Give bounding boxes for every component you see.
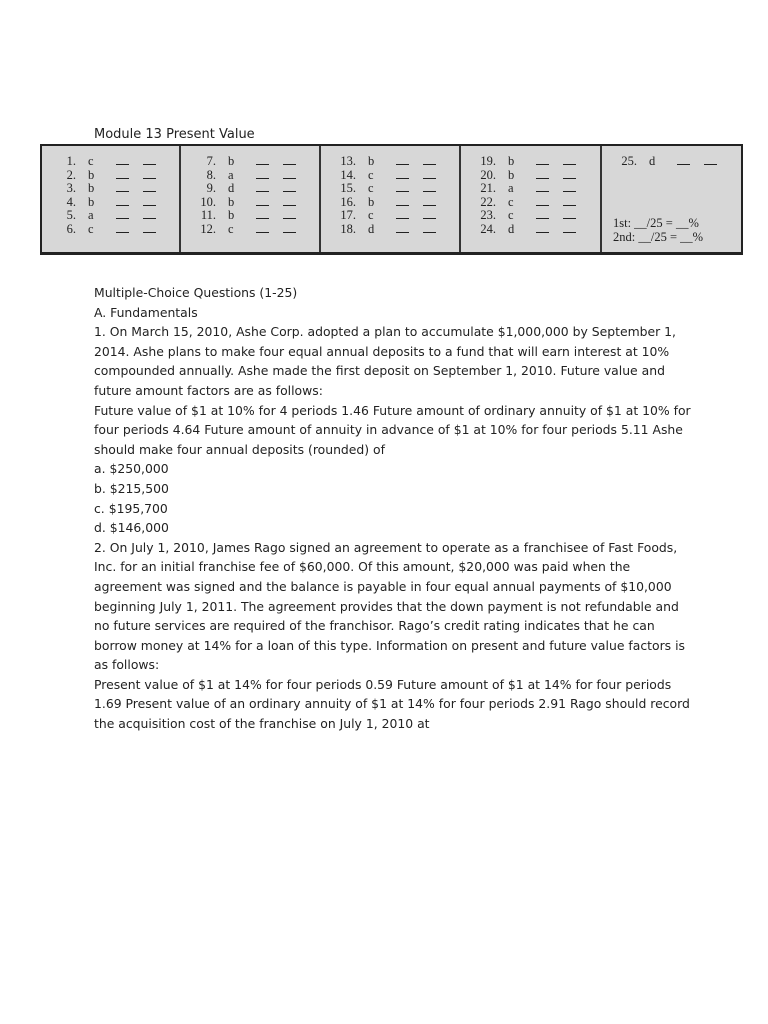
blank-line bbox=[283, 155, 296, 165]
answer-row bbox=[44, 209, 179, 223]
answer-letter: b bbox=[88, 194, 95, 209]
answer-row bbox=[324, 209, 459, 223]
blank-line bbox=[563, 196, 576, 206]
score-first-attempt: 1st: __/25 = __% bbox=[613, 216, 699, 230]
question-number: 15. bbox=[340, 181, 356, 195]
answer-row bbox=[605, 155, 741, 169]
blank-line bbox=[563, 169, 576, 179]
answer-letter: c bbox=[368, 167, 374, 182]
question-number: 7. bbox=[206, 154, 216, 168]
question-number: 12. bbox=[200, 221, 216, 236]
answer-letter: b bbox=[368, 194, 375, 209]
question-content bbox=[94, 283, 694, 734]
answer-row bbox=[44, 155, 179, 169]
answer-row bbox=[324, 223, 459, 237]
blank-line bbox=[143, 196, 156, 206]
blank-line bbox=[256, 169, 269, 179]
blank-line bbox=[396, 223, 409, 233]
question-2-stem: 2. On July 1, 2010, James Rago signed an agreement to operate as a franchisee of Fast Foods, Inc. for an initial franchise fee of $60,000. Of this amount, $20,000 was paid when the agreement was signed and the balance is payable in four equal annual payments of $10,000 beginning July 1, 2011. The agreement provides that the down payment is not refundable and no future services are required of the franchisor. Rago’s credit rating indicates that he can borrow money at 14% for a loan of this type. Information on present and future value factors is as follows: bbox=[94, 539, 685, 673]
answer-row bbox=[44, 182, 179, 196]
blank-line bbox=[563, 182, 576, 192]
answer-letter: d bbox=[228, 181, 235, 195]
answer-row bbox=[184, 169, 319, 183]
question-number: 17. bbox=[340, 208, 356, 222]
answer-row bbox=[464, 209, 600, 223]
blank-line bbox=[563, 223, 576, 233]
blank-line bbox=[116, 182, 129, 192]
answer-letter: c bbox=[368, 181, 374, 195]
answer-letter: c bbox=[368, 208, 374, 222]
question-number: 6. bbox=[66, 221, 76, 236]
answer-letter: b bbox=[228, 154, 235, 168]
question-1-option-c: c. $195,700 bbox=[94, 500, 168, 516]
answer-letter: c bbox=[228, 221, 234, 236]
answer-row bbox=[464, 169, 600, 183]
blank-line bbox=[116, 155, 129, 165]
blank-line bbox=[256, 209, 269, 219]
answer-row bbox=[184, 155, 319, 169]
blank-line bbox=[536, 209, 549, 219]
answer-letter: b bbox=[508, 154, 515, 168]
blank-line bbox=[563, 155, 576, 165]
question-number: 9. bbox=[206, 181, 216, 195]
question-1-option-a: a. $250,000 bbox=[94, 461, 169, 477]
question-number: 23. bbox=[480, 208, 496, 222]
blank-line bbox=[116, 196, 129, 206]
module-title: Module 13 Present Value bbox=[94, 127, 255, 142]
answer-column-2 bbox=[184, 146, 321, 252]
answer-row bbox=[324, 169, 459, 183]
answer-row bbox=[464, 196, 600, 210]
answer-column-4 bbox=[464, 146, 602, 252]
answer-letter: b bbox=[508, 167, 515, 182]
answer-letter: b bbox=[88, 167, 95, 182]
blank-line bbox=[423, 223, 436, 233]
answer-letter: b bbox=[88, 181, 95, 195]
answer-letter: b bbox=[228, 194, 235, 209]
answer-letter: a bbox=[508, 181, 514, 195]
blank-line bbox=[536, 223, 549, 233]
blank-line bbox=[396, 209, 409, 219]
question-number: 19. bbox=[480, 154, 496, 168]
blank-line bbox=[256, 223, 269, 233]
blank-line bbox=[423, 155, 436, 165]
answer-letter: d bbox=[649, 154, 656, 168]
question-number: 22. bbox=[480, 194, 496, 209]
blank-line bbox=[423, 209, 436, 219]
answer-letter: a bbox=[88, 208, 94, 222]
answer-letter: b bbox=[228, 208, 235, 222]
question-1-stem: 1. On March 15, 2010, Ashe Corp. adopted a plan to accumulate $1,000,000 by September 1, 2014. Ashe plans to make four equal annual deposits to a fund that will earn interest at 10% compounded annually. Ashe made the first deposit on September 1, 2010. Future value and future amount factors are as follows: bbox=[94, 324, 676, 398]
answer-row bbox=[184, 196, 319, 210]
blank-line bbox=[423, 196, 436, 206]
blank-line bbox=[283, 169, 296, 179]
question-number: 1. bbox=[66, 154, 76, 168]
blank-line bbox=[396, 182, 409, 192]
answer-row bbox=[184, 182, 319, 196]
blank-line bbox=[143, 182, 156, 192]
question-1-factors: Future value of $1 at 10% for 4 periods 1.46 Future amount of ordinary annuity of $1 at 10% for four periods 4.64 Future amount of annuity in advance of $1 at 10% for four periods 5.11 Ashe should make four annual deposits (rounded) of bbox=[94, 402, 691, 457]
blank-line bbox=[143, 209, 156, 219]
blank-line bbox=[396, 169, 409, 179]
question-number: 24. bbox=[480, 221, 496, 236]
subsection-heading: A. Fundamentals bbox=[94, 304, 198, 320]
answer-row bbox=[44, 223, 179, 237]
question-number: 20. bbox=[480, 167, 496, 182]
question-number: 10. bbox=[200, 194, 216, 209]
blank-line bbox=[143, 155, 156, 165]
blank-line bbox=[283, 223, 296, 233]
answer-column-3 bbox=[324, 146, 461, 252]
blank-line bbox=[256, 196, 269, 206]
question-number: 13. bbox=[340, 154, 356, 168]
question-number: 16. bbox=[340, 194, 356, 209]
blank-line bbox=[563, 209, 576, 219]
blank-line bbox=[677, 155, 690, 165]
blank-line bbox=[116, 223, 129, 233]
blank-line bbox=[536, 169, 549, 179]
blank-line bbox=[396, 196, 409, 206]
answer-row bbox=[324, 196, 459, 210]
question-2-factors: Present value of $1 at 14% for four periods 0.59 Future amount of $1 at 14% for four periods 1.69 Present value of an ordinary annuity of $1 at 14% for four periods 2.91 Rago should record the acquisition cost of the franchise on July 1, 2010 at bbox=[94, 676, 690, 732]
question-number: 2. bbox=[66, 167, 76, 182]
blank-line bbox=[423, 169, 436, 179]
question-number: 18. bbox=[340, 221, 356, 236]
blank-line bbox=[143, 223, 156, 233]
question-number: 11. bbox=[200, 208, 216, 222]
blank-line bbox=[256, 155, 269, 165]
answer-key-table bbox=[40, 144, 743, 255]
blank-line bbox=[396, 155, 409, 165]
question-number: 8. bbox=[206, 167, 216, 182]
answer-row bbox=[44, 196, 179, 210]
blank-line bbox=[283, 196, 296, 206]
answer-row bbox=[44, 169, 179, 183]
answer-row bbox=[184, 223, 319, 237]
score-block bbox=[613, 216, 703, 244]
question-1-option-d: d. $146,000 bbox=[94, 520, 169, 536]
blank-line bbox=[283, 182, 296, 192]
answer-row bbox=[464, 223, 600, 237]
blank-line bbox=[536, 182, 549, 192]
blank-line bbox=[116, 209, 129, 219]
answer-letter: a bbox=[228, 167, 234, 182]
question-number: 4. bbox=[66, 194, 76, 209]
question-number: 5. bbox=[66, 208, 76, 222]
answer-column-1 bbox=[44, 146, 181, 252]
answer-row bbox=[324, 155, 459, 169]
answer-letter: c bbox=[508, 208, 514, 222]
answer-row bbox=[464, 182, 600, 196]
answer-letter: d bbox=[368, 221, 375, 236]
blank-line bbox=[256, 182, 269, 192]
answer-row bbox=[464, 155, 600, 169]
blank-line bbox=[423, 182, 436, 192]
blank-line bbox=[143, 169, 156, 179]
section-heading: Multiple-Choice Questions (1-25) bbox=[94, 285, 298, 300]
answer-letter: c bbox=[508, 194, 514, 209]
question-number: 25. bbox=[621, 154, 637, 168]
blank-line bbox=[536, 155, 549, 165]
answer-letter: d bbox=[508, 221, 515, 236]
answer-letter: b bbox=[368, 154, 375, 168]
answer-letter: c bbox=[88, 154, 94, 168]
blank-line bbox=[536, 196, 549, 206]
answer-column-5 bbox=[605, 146, 741, 252]
question-number: 14. bbox=[340, 167, 356, 182]
score-second-attempt: 2nd: __/25 = __% bbox=[613, 230, 704, 244]
blank-line bbox=[283, 209, 296, 219]
answer-row bbox=[324, 182, 459, 196]
question-number: 21. bbox=[480, 181, 496, 195]
blank-line bbox=[116, 169, 129, 179]
answer-row bbox=[184, 209, 319, 223]
question-1-option-b: b. $215,500 bbox=[94, 480, 169, 496]
blank-line bbox=[704, 155, 717, 165]
answer-letter: c bbox=[88, 221, 94, 236]
question-number: 3. bbox=[66, 181, 76, 195]
